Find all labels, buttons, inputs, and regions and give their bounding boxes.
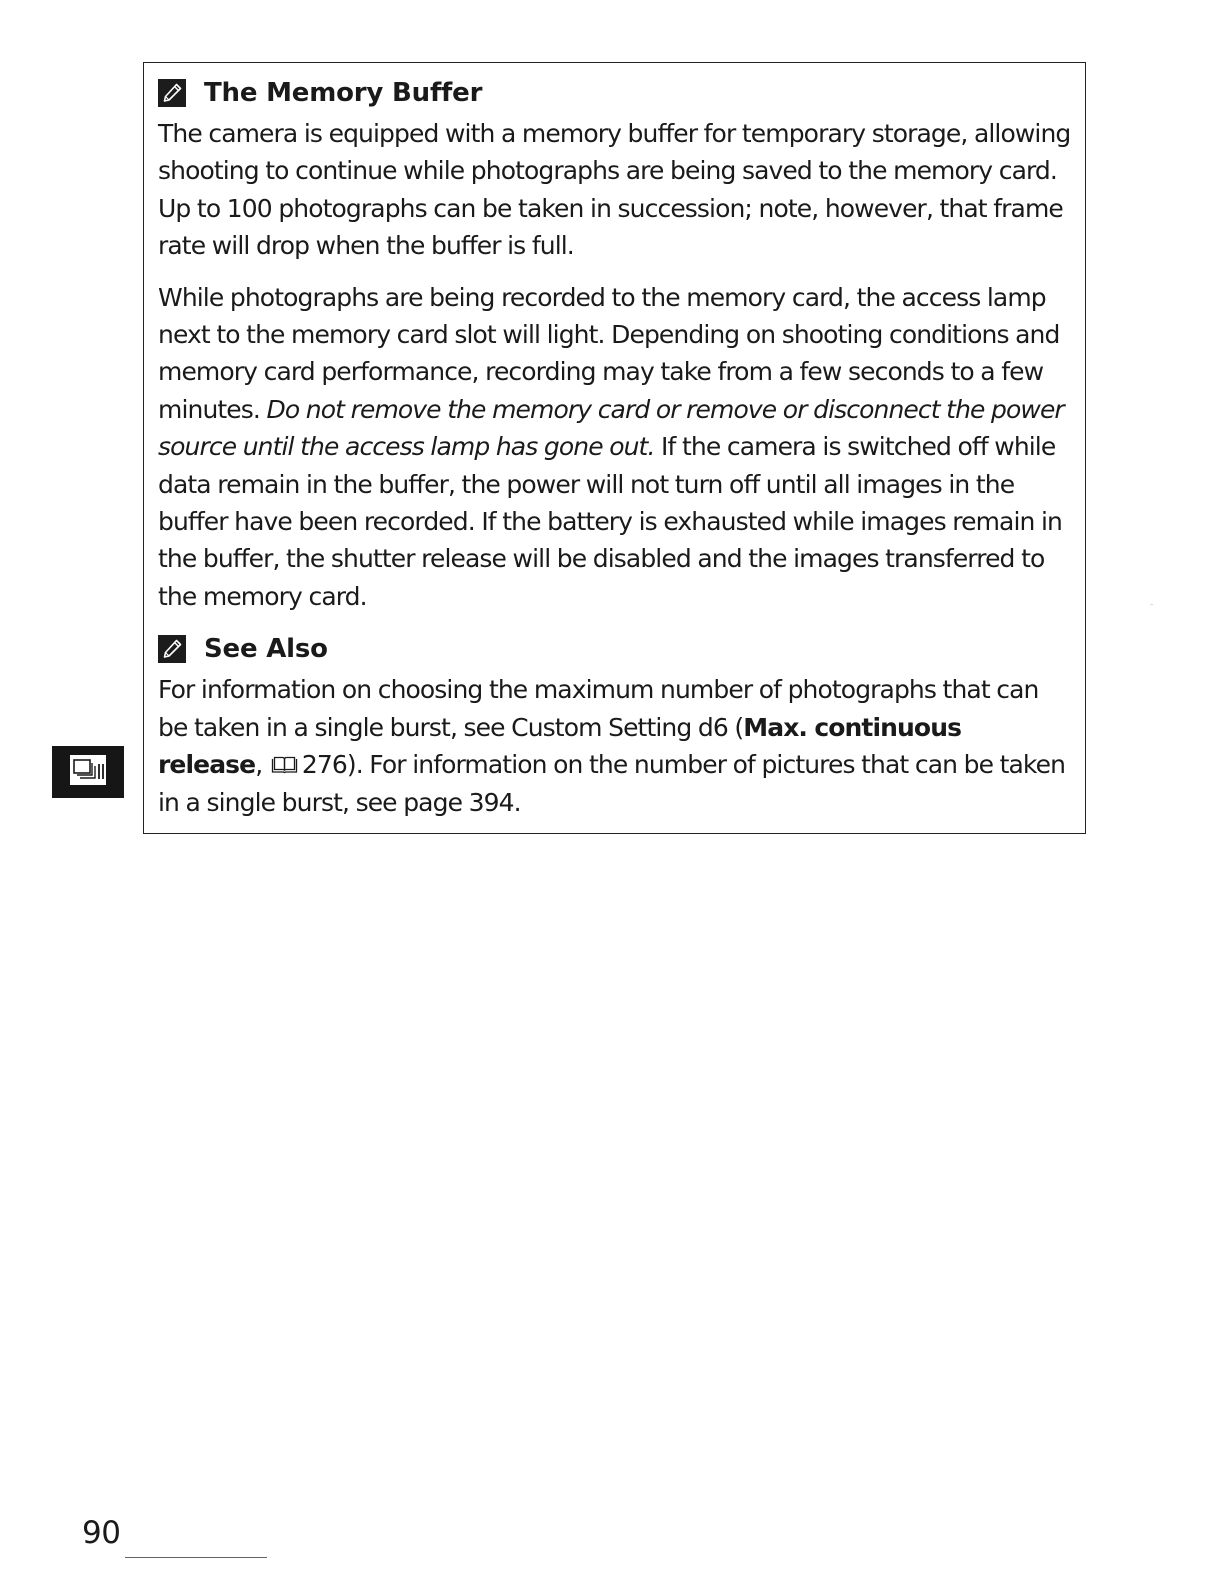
max-continuous-release-ref: Max. continuous release	[158, 712, 962, 780]
see-also-text-start: For information on choosing the maximum number of photographs that can be taken in a single burst, see Custom Setting d6 (	[158, 675, 1039, 742]
scan-speck	[1150, 604, 1153, 605]
memory-buffer-paragraph-2-text: While photographs are being recorded to the memory card, the access lamp next to the memory card slot will light. Depending on shooting conditions and memory card performance, recording may take from a few seconds to a few minutes.	[158, 282, 1060, 424]
see-also-heading	[158, 627, 1071, 671]
see-also-title: See Also	[204, 634, 328, 665]
memory-buffer-section	[158, 71, 1071, 615]
book-page-ref-icon	[271, 747, 298, 765]
page-footer-rule	[125, 1557, 267, 1558]
pencil-note-icon	[158, 635, 186, 663]
release-mode-continuous-icon	[70, 755, 106, 789]
release-mode-tab	[52, 746, 124, 798]
page-ref-276: 276	[301, 750, 347, 780]
see-also-text-end: ). For information on the number of pictures that can be taken in a single burst, see page 394.	[158, 750, 1066, 817]
see-also-section	[158, 627, 1071, 821]
memory-buffer-note-box	[143, 62, 1086, 834]
page-number: 90	[82, 1515, 121, 1551]
memory-buffer-title: The Memory Buffer	[204, 78, 483, 108]
memory-card-warning: Do not remove the memory card or remove or disconnect the power source until the access lamp has gone out.	[158, 394, 1064, 462]
memory-buffer-paragraph-1: The camera is equipped with a memory buffer for temporary storage, allowing shooting to continue while photographs are being saved to the memory card. Up to 100 photographs can be taken in succession; note, however, that frame rate will drop when the buffer is full.	[158, 119, 1071, 261]
see-also-comma: ,	[255, 750, 263, 780]
memory-buffer-heading	[158, 71, 1071, 115]
see-also-paragraph	[158, 671, 1071, 821]
pencil-note-icon	[158, 79, 186, 107]
memory-buffer-paragraph-2-end: If the camera is switched off while data remain in the buffer, the power will not turn off until all images in the buffer have been recorded. If the battery is exhausted while images remain in the buffer, the shutter release will be disabled and the images transferred to the memory card.	[158, 432, 1062, 611]
memory-buffer-paragraph-2	[158, 279, 1071, 616]
